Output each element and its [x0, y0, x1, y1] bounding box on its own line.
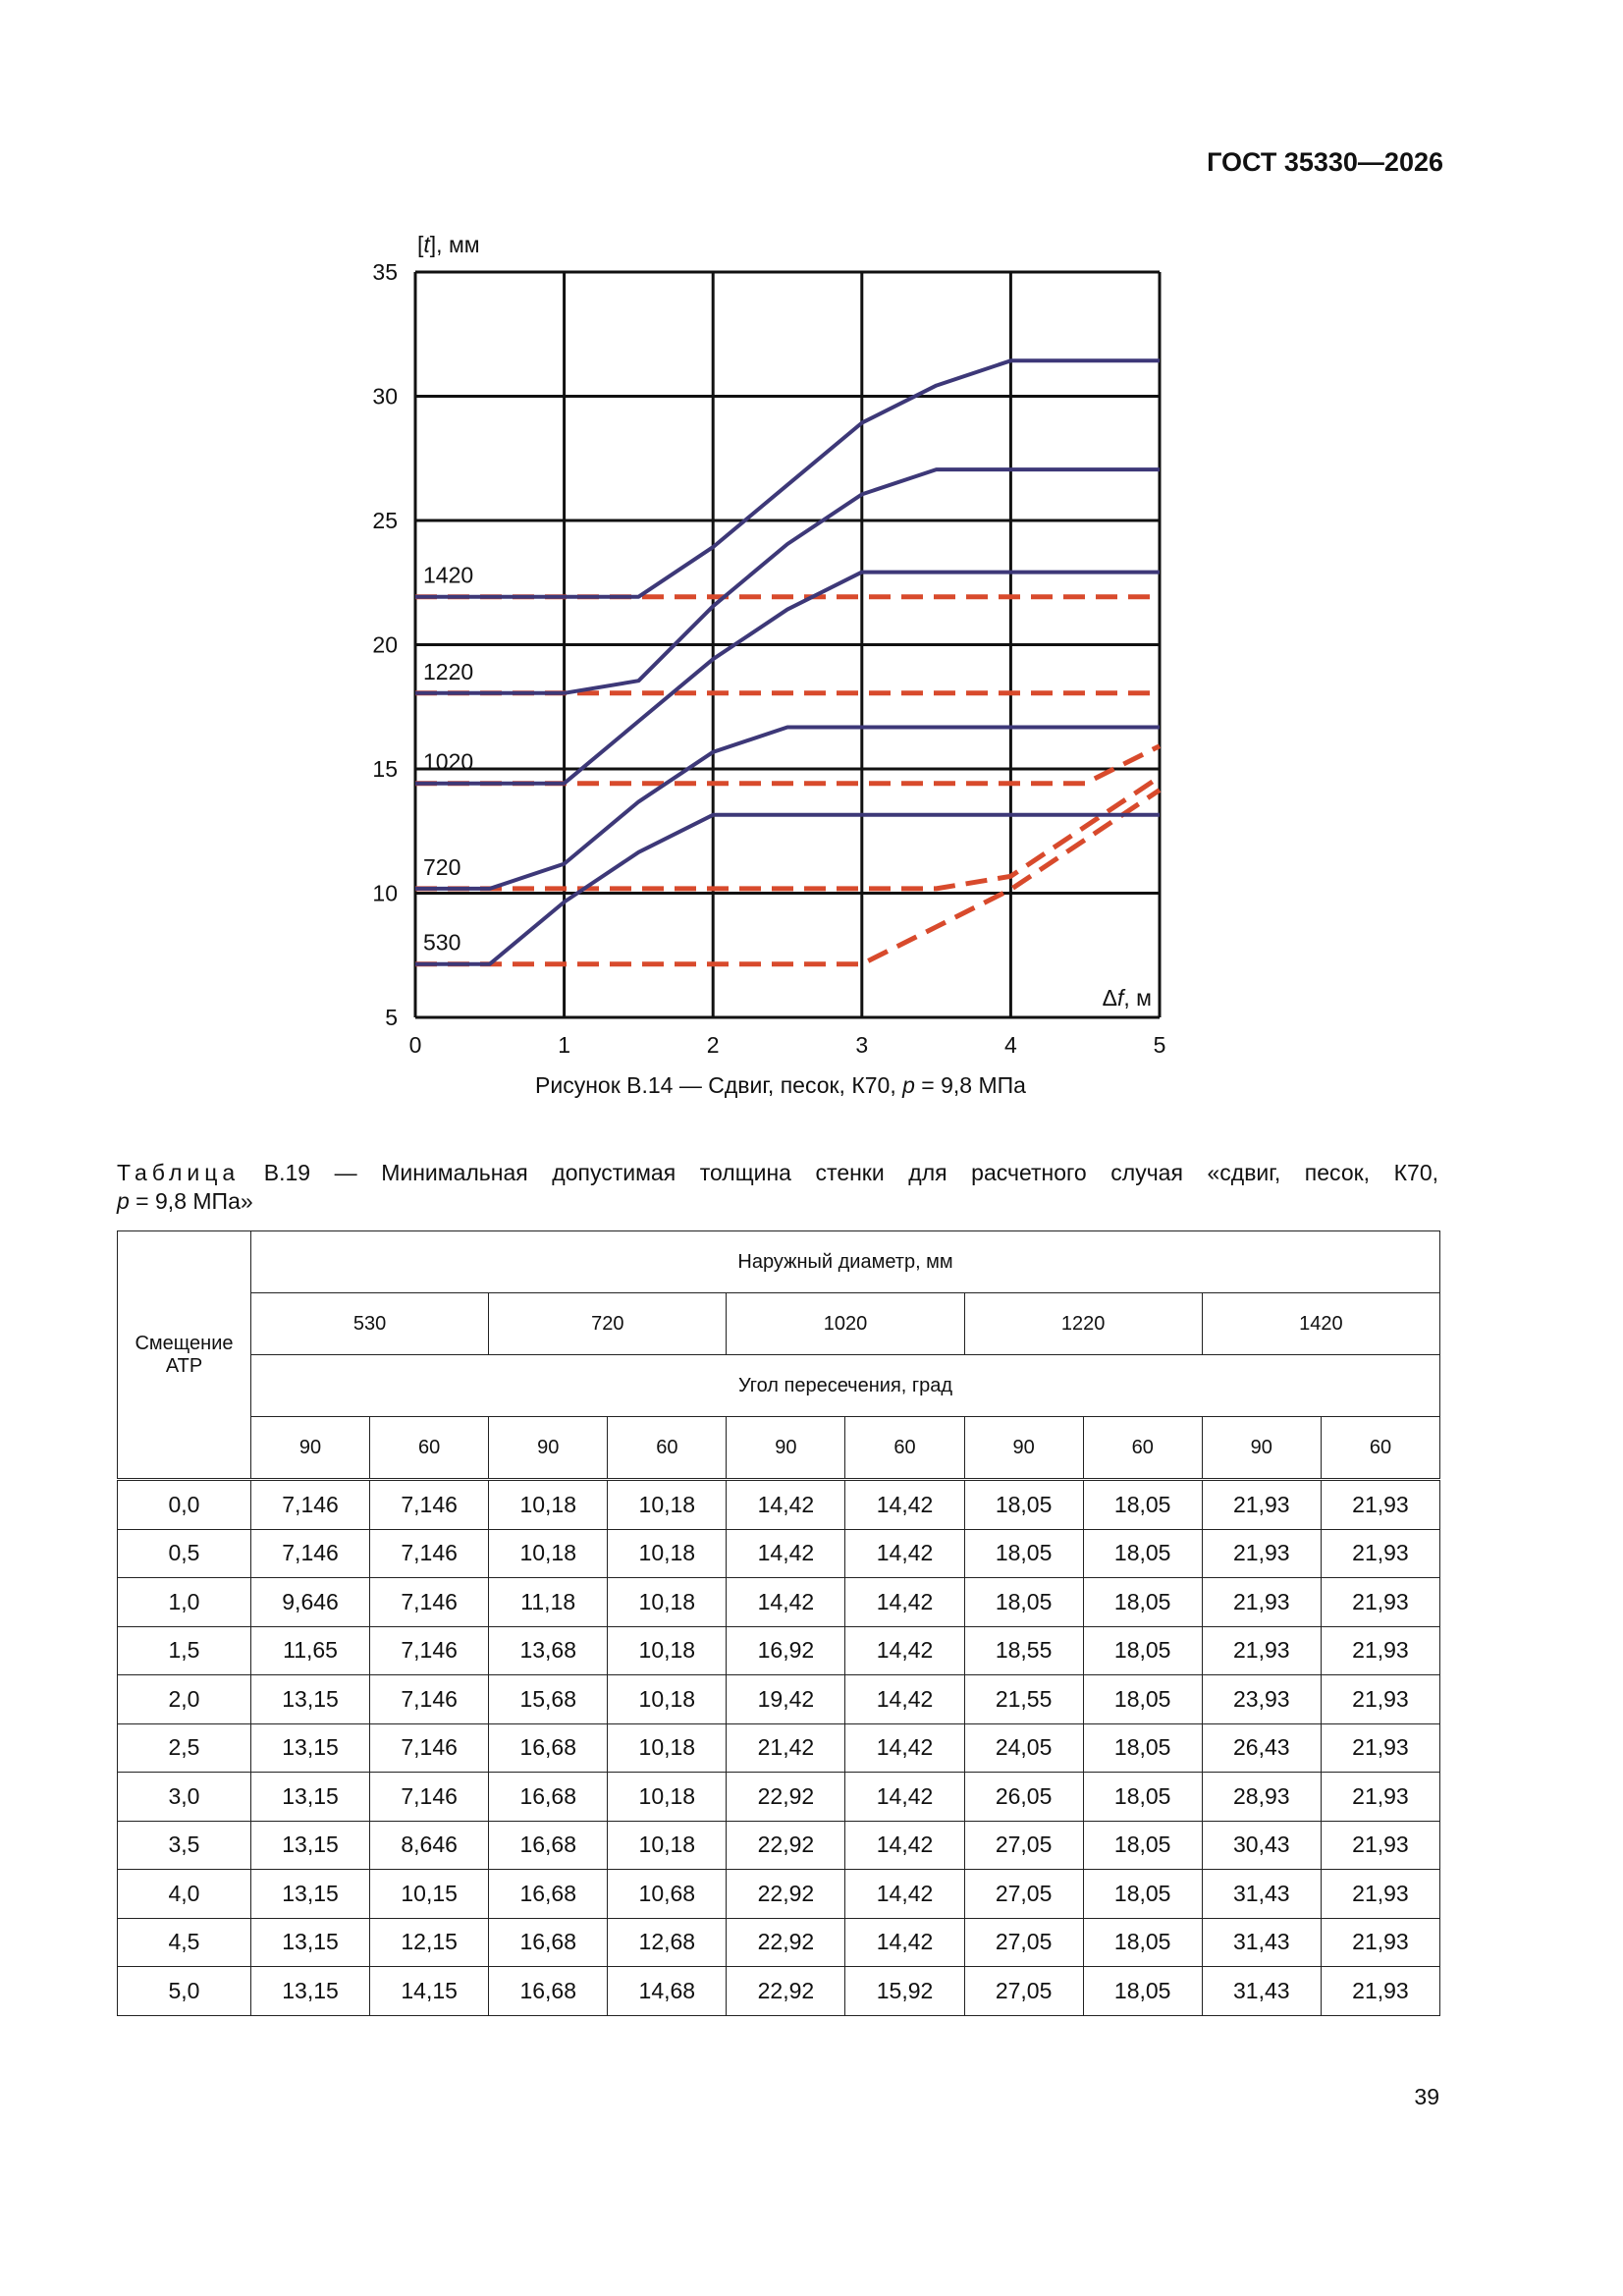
curve-label-1420: 1420 — [423, 562, 474, 588]
angle-cell: 90 — [964, 1417, 1083, 1480]
table-row — [118, 1675, 1440, 1724]
x-tick-label: 1 — [558, 1032, 570, 1058]
x-tick-label: 3 — [855, 1032, 869, 1058]
thickness-cell: 18,55 — [964, 1626, 1083, 1675]
thickness-cell: 13,68 — [489, 1626, 608, 1675]
thickness-cell: 10,68 — [608, 1870, 727, 1919]
thickness-cell: 7,146 — [251, 1480, 370, 1530]
offset-cell: 5,0 — [118, 1967, 251, 2016]
table-caption-text: В.19 — Минимальная допустимая толщина стенки для расчетного случая «сдвиг, песок, К70, — [263, 1160, 1439, 1185]
thickness-cell: 16,68 — [489, 1918, 608, 1967]
table-row — [118, 1480, 1440, 1530]
thickness-cell: 10,18 — [489, 1480, 608, 1530]
thickness-cell: 14,42 — [845, 1578, 964, 1627]
thickness-cell: 21,93 — [1321, 1675, 1439, 1724]
y-tick-label: 10 — [372, 880, 398, 906]
thickness-cell: 21,93 — [1321, 1918, 1439, 1967]
thickness-cell: 21,93 — [1202, 1480, 1321, 1530]
thickness-cell: 10,18 — [608, 1675, 727, 1724]
thickness-cell: 18,05 — [1083, 1821, 1202, 1870]
angle-cell: 90 — [727, 1417, 845, 1480]
angle-cell: 90 — [251, 1417, 370, 1480]
thickness-cell: 16,68 — [489, 1821, 608, 1870]
thickness-cell: 14,42 — [845, 1675, 964, 1724]
x-tick-label: 4 — [1004, 1032, 1017, 1058]
thickness-cell: 21,93 — [1321, 1821, 1439, 1870]
figure-caption: Рисунок В.14 — Сдвиг, песок, К70, p = 9,8 МПа — [535, 1072, 1026, 1098]
thickness-cell: 21,93 — [1321, 1529, 1439, 1578]
thickness-cell: 7,146 — [370, 1578, 489, 1627]
table-row — [118, 1870, 1440, 1919]
chart-svg — [0, 0, 1623, 1139]
page-number: 39 — [1414, 2084, 1439, 2109]
thickness-cell: 22,92 — [727, 1821, 845, 1870]
thickness-cell: 21,55 — [964, 1675, 1083, 1724]
thickness-cell: 10,18 — [489, 1529, 608, 1578]
table-row — [118, 1578, 1440, 1627]
thickness-cell: 21,93 — [1321, 1773, 1439, 1822]
thickness-cell: 26,05 — [964, 1773, 1083, 1822]
offset-cell: 1,5 — [118, 1626, 251, 1675]
thickness-cell: 7,146 — [370, 1480, 489, 1530]
angle-cell: 60 — [1321, 1417, 1439, 1480]
y-tick-label: 35 — [372, 259, 398, 285]
diameter-530: 530 — [251, 1293, 489, 1355]
thickness-cell: 14,42 — [845, 1723, 964, 1773]
thickness-cell: 22,92 — [727, 1870, 845, 1919]
thickness-cell: 16,68 — [489, 1870, 608, 1919]
thickness-cell: 7,146 — [251, 1529, 370, 1578]
curve-label-530: 530 — [423, 929, 461, 956]
thickness-cell: 31,43 — [1202, 1967, 1321, 2016]
x-axis-label: Δf, м — [1102, 985, 1152, 1011]
thickness-cell: 27,05 — [964, 1821, 1083, 1870]
thickness-cell: 26,43 — [1202, 1723, 1321, 1773]
thickness-cell: 16,68 — [489, 1967, 608, 2016]
series-line-1020-dashed — [415, 746, 1160, 784]
angle-cell: 60 — [845, 1417, 964, 1480]
thickness-cell: 18,05 — [1083, 1675, 1202, 1724]
chart-figure — [0, 0, 1623, 1139]
angle-header: Угол пересечения, град — [251, 1355, 1440, 1417]
thickness-cell: 24,05 — [964, 1723, 1083, 1773]
table-caption-line2: p = 9,8 МПа» — [117, 1188, 253, 1214]
diameter-1220: 1220 — [964, 1293, 1202, 1355]
series-line-720-dashed — [415, 777, 1160, 889]
thickness-cell: 21,93 — [1321, 1723, 1439, 1773]
thickness-cell: 18,05 — [1083, 1918, 1202, 1967]
thickness-cell: 14,42 — [845, 1626, 964, 1675]
thickness-cell: 11,18 — [489, 1578, 608, 1627]
thickness-cell: 21,42 — [727, 1723, 845, 1773]
table-row — [118, 1626, 1440, 1675]
y-tick-label: 5 — [385, 1005, 398, 1030]
diameter-1420: 1420 — [1202, 1293, 1439, 1355]
thickness-cell: 12,68 — [608, 1918, 727, 1967]
x-tick-label: 5 — [1153, 1032, 1166, 1058]
x-tick-label: 0 — [408, 1032, 422, 1058]
offset-cell: 1,0 — [118, 1578, 251, 1627]
thickness-cell: 14,42 — [727, 1480, 845, 1530]
thickness-cell: 18,05 — [964, 1578, 1083, 1627]
thickness-cell: 19,42 — [727, 1675, 845, 1724]
thickness-cell: 9,646 — [251, 1578, 370, 1627]
thickness-cell: 13,15 — [251, 1967, 370, 2016]
y-tick-label: 15 — [372, 756, 398, 782]
series-line-1020-solid — [415, 573, 1160, 784]
thickness-cell: 13,15 — [251, 1773, 370, 1822]
thickness-cell: 11,65 — [251, 1626, 370, 1675]
thickness-cell: 31,43 — [1202, 1918, 1321, 1967]
table-caption-word: Таблица — [117, 1160, 241, 1185]
thickness-cell: 10,18 — [608, 1626, 727, 1675]
thickness-cell: 18,05 — [1083, 1870, 1202, 1919]
thickness-cell: 21,93 — [1321, 1626, 1439, 1675]
offset-cell: 4,5 — [118, 1918, 251, 1967]
document-code: ГОСТ 35330—2026 — [1207, 147, 1443, 177]
thickness-cell: 14,42 — [845, 1821, 964, 1870]
table-row — [118, 1821, 1440, 1870]
thickness-cell: 7,146 — [370, 1529, 489, 1578]
thickness-cell: 18,05 — [1083, 1773, 1202, 1822]
angle-cell: 90 — [1202, 1417, 1321, 1480]
thickness-cell: 21,93 — [1202, 1626, 1321, 1675]
thickness-cell: 13,15 — [251, 1870, 370, 1919]
offset-cell: 0,0 — [118, 1480, 251, 1530]
thickness-cell: 18,05 — [1083, 1723, 1202, 1773]
y-tick-label: 20 — [372, 631, 398, 658]
offset-cell: 3,0 — [118, 1773, 251, 1822]
thickness-cell: 22,92 — [727, 1967, 845, 2016]
offset-cell: 4,0 — [118, 1870, 251, 1919]
thickness-cell: 14,42 — [845, 1529, 964, 1578]
series-line-1220-solid — [415, 469, 1160, 693]
table-caption — [117, 1159, 1438, 1216]
thickness-cell: 10,18 — [608, 1480, 727, 1530]
offset-cell: 0,5 — [118, 1529, 251, 1578]
thickness-cell: 16,68 — [489, 1773, 608, 1822]
diameter-row — [118, 1293, 1440, 1355]
thickness-cell: 31,43 — [1202, 1870, 1321, 1919]
curve-label-720: 720 — [423, 853, 461, 880]
thickness-cell: 18,05 — [1083, 1626, 1202, 1675]
angle-row — [118, 1417, 1440, 1480]
thickness-cell: 27,05 — [964, 1967, 1083, 2016]
thickness-cell: 12,15 — [370, 1918, 489, 1967]
thickness-cell: 7,146 — [370, 1626, 489, 1675]
row-header-cell: Смещение АТР — [118, 1231, 251, 1480]
thickness-cell: 10,18 — [608, 1821, 727, 1870]
thickness-cell: 18,05 — [964, 1529, 1083, 1578]
thickness-cell: 21,93 — [1321, 1870, 1439, 1919]
offset-cell: 2,0 — [118, 1675, 251, 1724]
table-row — [118, 1918, 1440, 1967]
thickness-cell: 14,42 — [845, 1480, 964, 1530]
thickness-cell: 10,18 — [608, 1773, 727, 1822]
offset-cell: 2,5 — [118, 1723, 251, 1773]
thickness-cell: 21,93 — [1321, 1967, 1439, 2016]
y-tick-label: 30 — [372, 383, 398, 410]
thickness-cell: 21,93 — [1321, 1578, 1439, 1627]
thickness-cell: 10,18 — [608, 1578, 727, 1627]
thickness-cell: 13,15 — [251, 1821, 370, 1870]
thickness-cell: 27,05 — [964, 1870, 1083, 1919]
diameter-720: 720 — [489, 1293, 727, 1355]
thickness-cell: 23,93 — [1202, 1675, 1321, 1724]
thickness-cell: 18,05 — [1083, 1967, 1202, 2016]
thickness-cell: 14,42 — [845, 1918, 964, 1967]
curve-label-1020: 1020 — [423, 748, 474, 775]
thickness-cell: 18,05 — [1083, 1529, 1202, 1578]
thickness-cell: 21,93 — [1202, 1578, 1321, 1627]
thickness-cell: 14,15 — [370, 1967, 489, 2016]
angle-cell: 60 — [1083, 1417, 1202, 1480]
thickness-cell: 8,646 — [370, 1821, 489, 1870]
angle-cell: 60 — [370, 1417, 489, 1480]
x-tick-label: 2 — [706, 1032, 720, 1058]
thickness-cell: 30,43 — [1202, 1821, 1321, 1870]
thickness-cell: 13,15 — [251, 1918, 370, 1967]
thickness-cell: 22,92 — [727, 1773, 845, 1822]
thickness-cell: 22,92 — [727, 1918, 845, 1967]
thickness-cell: 14,42 — [727, 1529, 845, 1578]
thickness-cell: 7,146 — [370, 1675, 489, 1724]
table-row — [118, 1723, 1440, 1773]
thickness-cell: 21,93 — [1202, 1529, 1321, 1578]
y-tick-label: 25 — [372, 508, 398, 533]
thickness-cell: 18,05 — [964, 1480, 1083, 1530]
table-row — [118, 1967, 1440, 2016]
thickness-cell: 10,18 — [608, 1723, 727, 1773]
thickness-table — [117, 1230, 1440, 2016]
thickness-cell: 18,05 — [1083, 1480, 1202, 1530]
thickness-cell: 7,146 — [370, 1773, 489, 1822]
thickness-cell: 15,92 — [845, 1967, 964, 2016]
thickness-cell: 21,93 — [1321, 1480, 1439, 1530]
angle-cell: 60 — [608, 1417, 727, 1480]
thickness-cell: 28,93 — [1202, 1773, 1321, 1822]
thickness-cell: 27,05 — [964, 1918, 1083, 1967]
thickness-cell: 16,92 — [727, 1626, 845, 1675]
thickness-cell: 15,68 — [489, 1675, 608, 1724]
thickness-cell: 14,42 — [845, 1870, 964, 1919]
table-row — [118, 1529, 1440, 1578]
offset-cell: 3,5 — [118, 1821, 251, 1870]
thickness-cell: 16,68 — [489, 1723, 608, 1773]
table-row — [118, 1773, 1440, 1822]
thickness-cell: 14,42 — [845, 1773, 964, 1822]
diameter-1020: 1020 — [727, 1293, 964, 1355]
angle-cell: 90 — [489, 1417, 608, 1480]
thickness-cell: 14,42 — [727, 1578, 845, 1627]
thickness-cell: 13,15 — [251, 1675, 370, 1724]
thickness-cell: 10,15 — [370, 1870, 489, 1919]
thickness-cell: 14,68 — [608, 1967, 727, 2016]
thickness-cell: 7,146 — [370, 1723, 489, 1773]
diameter-header: Наружный диаметр, мм — [251, 1231, 1440, 1293]
thickness-cell: 18,05 — [1083, 1578, 1202, 1627]
y-axis-label: [t], мм — [417, 232, 480, 257]
table-body — [118, 1480, 1440, 2016]
thickness-cell: 10,18 — [608, 1529, 727, 1578]
curve-label-1220: 1220 — [423, 658, 474, 684]
thickness-cell: 13,15 — [251, 1723, 370, 1773]
